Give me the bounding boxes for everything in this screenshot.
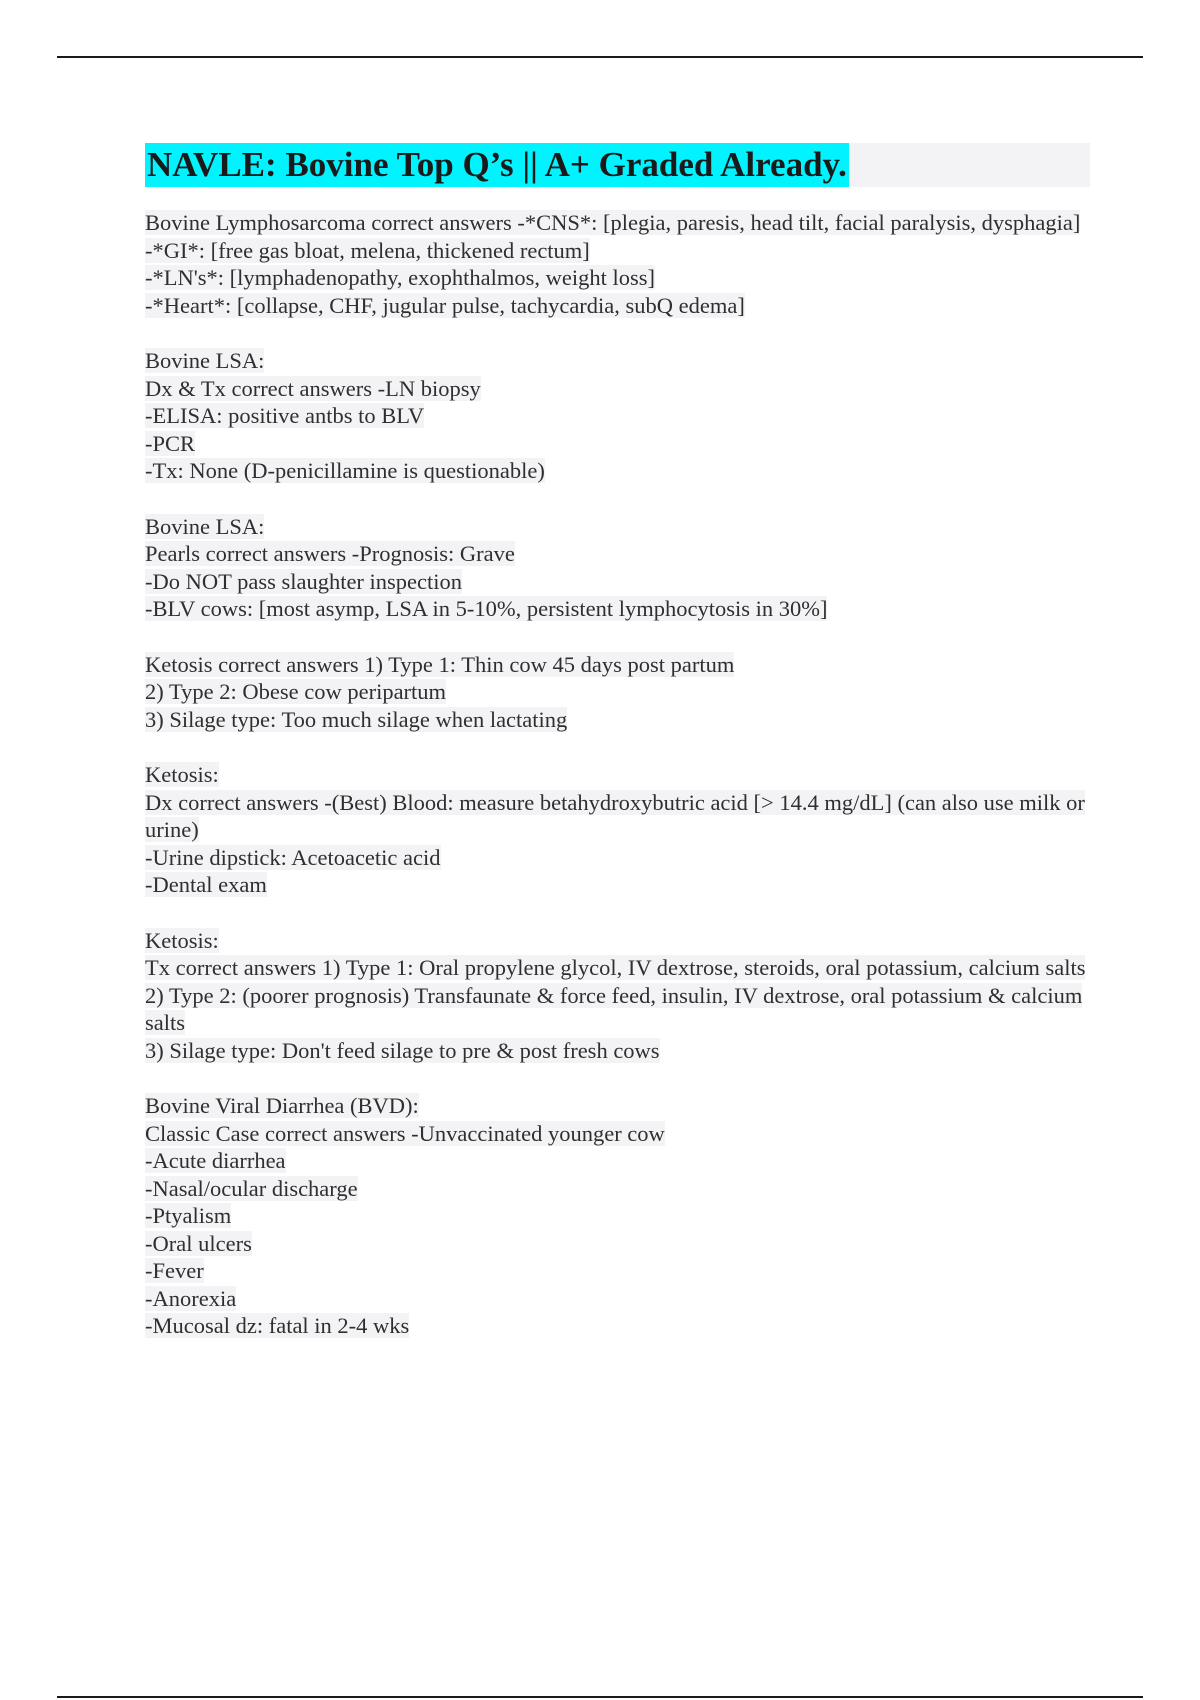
qa-block xyxy=(145,927,1090,1065)
line-text: Dx correct answers -(Best) Blood: measure betahydroxybutric acid [> 14.4 mg/dL] (can also use milk or urine) xyxy=(145,789,1085,842)
text-line xyxy=(145,1285,1090,1313)
qa-list xyxy=(145,209,1090,1340)
qa-block xyxy=(145,651,1090,734)
line-text: -*GI*: [free gas bloat, melena, thickened rectum] xyxy=(145,237,590,263)
line-text: -Dental exam xyxy=(145,872,267,897)
text-line xyxy=(145,1120,1090,1148)
text-line xyxy=(145,678,1090,706)
line-text: 2) Type 2: Obese cow peripartum xyxy=(145,679,447,704)
text-line xyxy=(145,954,1090,982)
text-line xyxy=(145,540,1090,568)
line-text: Pearls correct answers -Prognosis: Grave xyxy=(145,541,515,566)
line-text: -Nasal/ocular discharge xyxy=(145,1175,358,1201)
footer-rule xyxy=(57,1696,1143,1698)
line-text: Ketosis: xyxy=(145,927,219,953)
line-text: -Oral ulcers xyxy=(145,1230,252,1256)
text-line xyxy=(145,292,1090,320)
header-rule xyxy=(57,56,1143,58)
line-text: 3) Silage type: Don't feed silage to pre & post fresh cows xyxy=(145,1037,660,1063)
text-line xyxy=(145,237,1090,265)
line-text: -BLV cows: [most asymp, LSA in 5-10%, persistent lymphocytosis in 30%] xyxy=(145,596,828,621)
text-line xyxy=(145,513,1090,541)
line-text: -Tx: None (D-penicillamine is questionable) xyxy=(145,458,545,483)
text-line xyxy=(145,1147,1090,1175)
text-line xyxy=(145,871,1090,899)
text-line xyxy=(145,457,1090,485)
text-line xyxy=(145,982,1090,1037)
title-bar xyxy=(145,143,1090,187)
document-title: NAVLE: Bovine Top Q’s || A+ Graded Already. xyxy=(145,143,849,187)
line-text: 2) Type 2: (poorer prognosis) Transfaunate & force feed, insulin, IV dextrose, oral potassium & calcium salts xyxy=(145,982,1083,1035)
line-text: -*Heart*: [collapse, CHF, jugular pulse, tachycardia, subQ edema] xyxy=(145,292,745,318)
line-text: Bovine Lymphosarcoma correct answers -*CNS*: [plegia, paresis, head tilt, facial paralysis, dysphagia] xyxy=(145,210,1081,235)
text-line xyxy=(145,927,1090,955)
line-text: -Acute diarrhea xyxy=(145,1148,286,1173)
line-text: -Urine dipstick: Acetoacetic acid xyxy=(145,844,441,870)
qa-block xyxy=(145,513,1090,623)
text-line xyxy=(145,568,1090,596)
text-line xyxy=(145,1230,1090,1258)
line-text: Tx correct answers 1) Type 1: Oral propylene glycol, IV dextrose, steroids, oral potassium, calcium salts xyxy=(145,955,1086,980)
qa-block xyxy=(145,209,1090,319)
line-text: -Mucosal dz: fatal in 2-4 wks xyxy=(145,1313,410,1338)
text-line xyxy=(145,264,1090,292)
text-line xyxy=(145,651,1090,679)
line-text: 3) Silage type: Too much silage when lactating xyxy=(145,706,568,732)
text-line xyxy=(145,1202,1090,1230)
text-line xyxy=(145,706,1090,734)
text-line xyxy=(145,1312,1090,1340)
text-line xyxy=(145,209,1090,237)
line-text: -*LN's*: [lymphadenopathy, exophthalmos, weight loss] xyxy=(145,265,656,290)
line-text: Ketosis: xyxy=(145,762,219,787)
text-line xyxy=(145,761,1090,789)
text-line xyxy=(145,789,1090,844)
line-text: Bovine Viral Diarrhea (BVD): xyxy=(145,1093,419,1118)
line-text: -Fever xyxy=(145,1258,204,1283)
document-body xyxy=(145,143,1090,1368)
text-line xyxy=(145,1037,1090,1065)
text-line xyxy=(145,844,1090,872)
line-text: Bovine LSA: xyxy=(145,513,265,539)
line-text: Bovine LSA: xyxy=(145,348,265,373)
qa-block xyxy=(145,347,1090,485)
qa-block xyxy=(145,761,1090,899)
text-line xyxy=(145,375,1090,403)
text-line xyxy=(145,402,1090,430)
text-line xyxy=(145,347,1090,375)
text-line xyxy=(145,595,1090,623)
line-text: Classic Case correct answers -Unvaccinated younger cow xyxy=(145,1120,665,1146)
line-text: -Ptyalism xyxy=(145,1203,232,1228)
text-line xyxy=(145,1092,1090,1120)
text-line xyxy=(145,430,1090,458)
text-line xyxy=(145,1257,1090,1285)
line-text: -Anorexia xyxy=(145,1285,237,1311)
line-text: Ketosis correct answers 1) Type 1: Thin cow 45 days post partum xyxy=(145,651,735,677)
line-text: Dx & Tx correct answers -LN biopsy xyxy=(145,375,481,401)
line-text: -PCR xyxy=(145,430,196,456)
qa-block xyxy=(145,1092,1090,1340)
line-text: -ELISA: positive antbs to BLV xyxy=(145,403,425,428)
text-line xyxy=(145,1175,1090,1203)
line-text: -Do NOT pass slaughter inspection xyxy=(145,568,463,594)
